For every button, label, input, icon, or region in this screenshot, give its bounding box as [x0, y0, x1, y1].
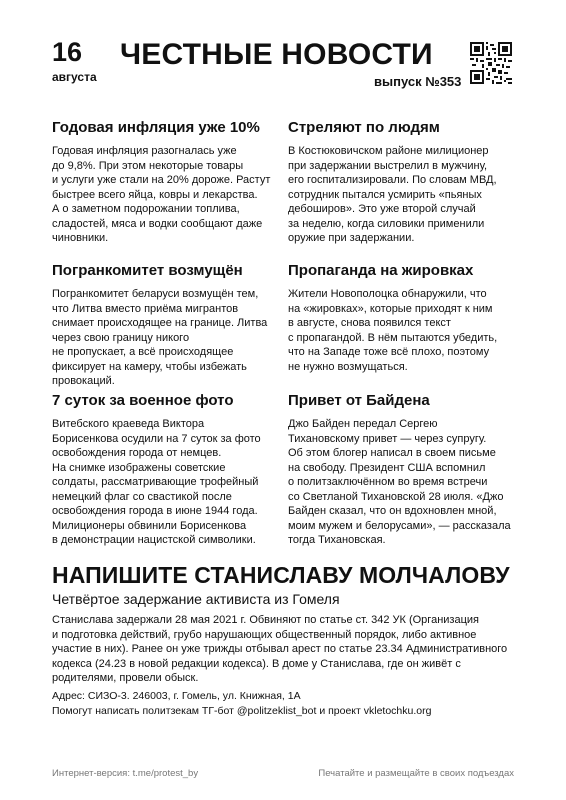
article-title: Погранкомитет возмущён [52, 262, 243, 279]
prison-address: Адрес: СИЗО-3. 246003, г. Гомель, ул. Книжная, 1А [52, 690, 301, 702]
article-title: Стреляют по людям [288, 119, 440, 136]
issue-month: августа [52, 70, 97, 84]
article-body: Витебского краеведа Виктора Борисенкова осудили на 7 суток за фото освобождения города от немцев. На снимке изображены советские солдаты, рассматривающие трофейный немецкий флаг со свастикой после освобождения города в июне 1944 года. Милиционеры обвинили Борисенкова в демонстрации нацистской символики. [52, 418, 261, 546]
article-body: В Костюковичском районе милиционер при задержании выстрелил в мужчину, его госпитализировали. По словам МВД, сотрудник пытался усмирить «пьяных дебоширов». Это уже второй случай за неделю, когда силовики применили оружие при задержании. [288, 145, 497, 244]
article-title: Годовая инфляция уже 10% [52, 119, 260, 136]
issue-day: 16 [52, 37, 83, 67]
article-military-photo [52, 392, 282, 548]
print-note: Печатайте и размещайте в своих подъездах [318, 768, 514, 779]
article-border-committee [52, 262, 282, 389]
help-note: Помогут написать политзекам ТГ-бот @politzeklist_bot и проект vkletochku.org [52, 705, 432, 717]
article-title: Пропаганда на жировках [288, 262, 474, 279]
appeal-body: Станислава задержали 28 мая 2021 г. Обвиняют по статье ст. 342 УК (Организация и подготовка действий, грубо нарушающих общественный порядок, либо активное участие в них). Ранее он уже трижды отбывал арест по статье 23.34 Административного кодекса (24.23 в новой редакции кодекса). В доме у Станислава, где он живёт с родителями, провели обыск. [52, 614, 508, 684]
article-body: Годовая инфляция разогналась уже до 9,8%. При этом некоторые товары и услуги уже стали на 20% дороже. Растут быстрее всего яйца, ковры и лекарства. А о заметном подорожании топлива, сладостей, мяса и водки сообщают даже чиновники. [52, 145, 271, 244]
online-version-link: Интернет-версия: t.me/protest_by [52, 768, 199, 779]
appeal-subtitle: Четвёртое задержание активиста из Гомеля [52, 591, 340, 607]
article-body: Погранкомитет беларуси возмущён тем, что Литва вместо приёма мигрантов снимает происходящее на границе. Литва через свою границу никого не пропускает, а всё происходящее фиксирует на камеру, чтобы избежать провокаций. [52, 288, 268, 387]
appeal-title: НАПИШИТЕ СТАНИСЛАВУ МОЛЧАЛОВУ [52, 562, 510, 588]
article-shooting [288, 119, 520, 246]
article-body: Жители Новополоцка обнаружили, что на «жировках», которые приходят к ним в августе, снова появился текст с пропагандой. В нём пытаются убедить, что на Западе тоже всё плохо, поэтому не нужно возмущаться. [288, 288, 498, 373]
article-biden [288, 392, 520, 548]
article-inflation [52, 119, 282, 246]
article-body: Джо Байден передал Сергею Тихановскому привет — через супругу. Об этом блогер написал в своем письме на свободу. Президент США вспомнил о политзаключённом во время встречи со Светланой Тихановской 28 июля. «Джо Байден сказал, что он вдохновлен мной, моим мужем и белорусами», — рассказала тогда Тихановская. [288, 418, 511, 546]
qr-code-icon [470, 42, 512, 84]
article-title: 7 суток за военное фото [52, 392, 234, 409]
newspaper-title: ЧЕСТНЫЕ НОВОСТИ [120, 38, 433, 71]
issue-number: выпуск №353 [374, 74, 462, 89]
article-title: Привет от Байдена [288, 392, 430, 409]
article-propaganda [288, 262, 520, 374]
